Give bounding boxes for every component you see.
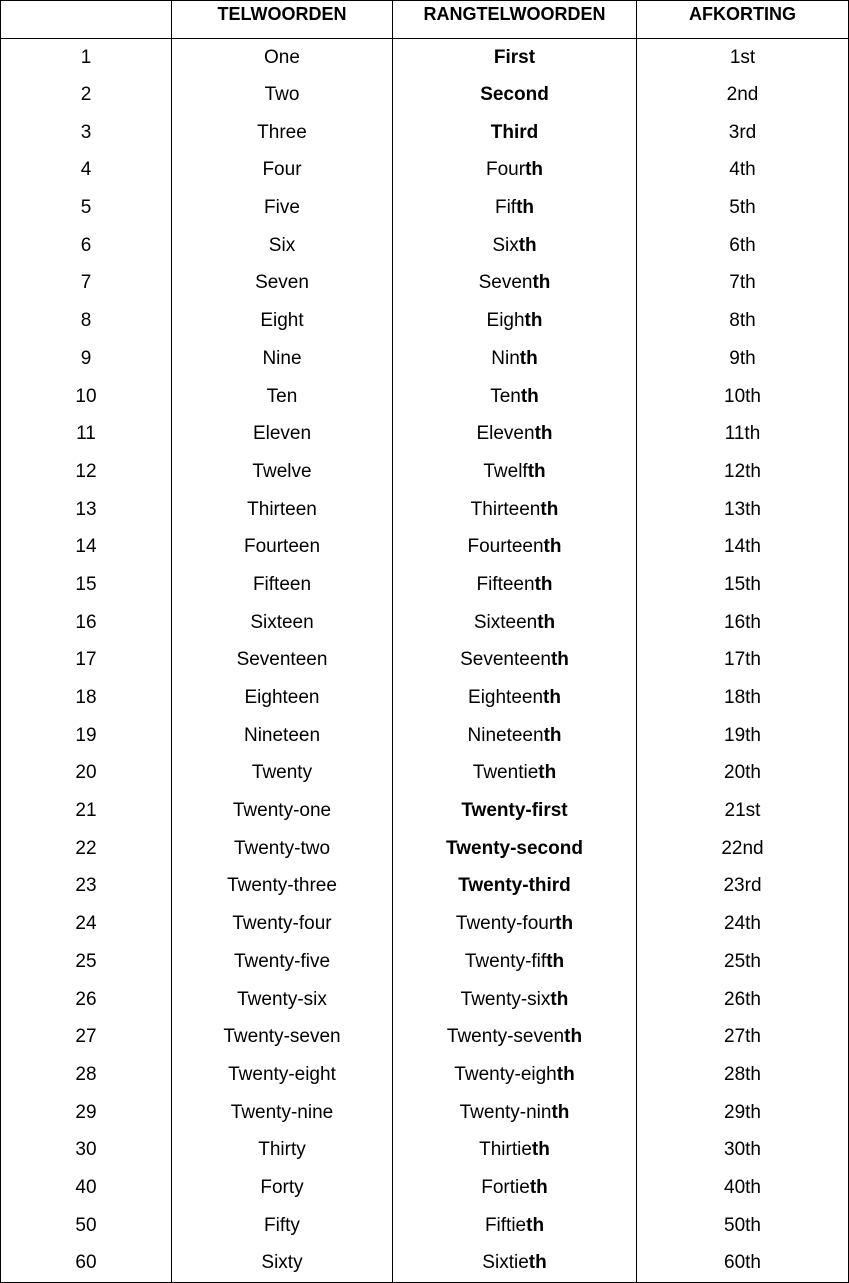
header-number [1,1,172,39]
ordinal-base: Twenty-six [460,988,551,1010]
number-cell: 24 [1,905,172,943]
number-cell: 26 [1,981,172,1019]
ordinal-bold-part: th [520,385,539,407]
abbreviation-cell: 7th [637,265,849,303]
cardinal-cell: Fourteen [172,528,393,566]
cardinal-cell: Ten [172,378,393,416]
cardinal-cell: Nine [172,340,393,378]
cardinal-cell: Twenty-six [172,981,393,1019]
abbreviation-cell: 13th [637,491,849,529]
ordinal-cell [393,528,637,566]
table-row [1,1207,849,1245]
cardinal-cell: Sixteen [172,604,393,642]
ordinal-base: Nineteen [467,724,544,746]
abbreviation-cell: 20th [637,755,849,793]
table-row [1,265,849,303]
abbreviation-cell: 9th [637,340,849,378]
ordinal-cell [393,1094,637,1132]
abbreviation-cell: 5th [637,189,849,227]
ordinal-bold-part: th [543,536,562,558]
number-cell: 4 [1,152,172,190]
ordinal-cell [393,378,637,416]
cardinal-cell: Thirty [172,1131,393,1169]
abbreviation-cell: 18th [637,679,849,717]
table-row [1,1169,849,1207]
number-cell: 12 [1,453,172,491]
cardinal-cell: Three [172,114,393,152]
ordinal-bold-part: Twenty-first [461,800,568,822]
table-row [1,1018,849,1056]
cardinal-cell: Forty [172,1169,393,1207]
ordinal-base: Fifteen [476,573,535,595]
table-row [1,302,849,340]
abbreviation-cell: 19th [637,717,849,755]
number-cell: 16 [1,604,172,642]
table-row [1,566,849,604]
ordinal-bold-part: th [537,611,556,633]
table-row [1,114,849,152]
table-row [1,830,849,868]
ordinal-cell [393,265,637,303]
ordinal-bold-part: th [543,687,561,709]
ordinal-bold-part: First [493,46,536,68]
table-row [1,717,849,755]
ordinal-bold-part: th [529,1176,548,1198]
ordinal-base: Eighteen [468,687,544,709]
ordinal-cell [393,868,637,906]
number-cell: 2 [1,76,172,114]
abbreviation-cell: 6th [637,227,849,265]
ordinal-bold-part: th [551,1101,570,1123]
ordinal-base: Four [485,159,526,181]
number-cell: 6 [1,227,172,265]
cardinal-cell: One [172,39,393,77]
cardinal-cell: Seventeen [172,642,393,680]
abbreviation-cell: 14th [637,528,849,566]
table-row [1,679,849,717]
ordinal-bold-part: th [519,347,538,369]
ordinal-bold-part: th [546,950,565,972]
ordinal-bold-part: th [532,272,551,294]
cardinal-cell: Two [172,76,393,114]
ordinal-base: Nin [491,347,520,369]
ordinal-cell [393,152,637,190]
number-cell: 40 [1,1169,172,1207]
number-cell: 1 [1,39,172,77]
table-row [1,453,849,491]
abbreviation-cell: 40th [637,1169,849,1207]
number-cell: 23 [1,868,172,906]
cardinal-cell: Fifty [172,1207,393,1245]
table-row [1,1094,849,1132]
ordinal-cell [393,491,637,529]
ordinal-bold-part: th [525,159,543,181]
ordinal-base: Seventeen [460,649,551,671]
ordinal-base: Sixtie [482,1252,529,1274]
ordinal-cell [393,76,637,114]
table-row [1,868,849,906]
ordinal-bold-part: Twenty-second [446,837,583,859]
ordinal-cell [393,830,637,868]
table-body [1,39,849,1283]
table-row [1,943,849,981]
abbreviation-cell: 60th [637,1245,849,1283]
ordinal-bold-part: th [540,498,559,520]
number-cell: 25 [1,943,172,981]
abbreviation-cell: 10th [637,378,849,416]
number-cell: 9 [1,340,172,378]
abbreviation-cell: 50th [637,1207,849,1245]
table-row [1,491,849,529]
abbreviation-cell: 17th [637,642,849,680]
abbreviation-cell: 12th [637,453,849,491]
ordinal-base: Ten [490,385,521,407]
ordinal-cell [393,642,637,680]
number-cell: 17 [1,642,172,680]
ordinal-base: Seven [478,272,533,294]
cardinal-cell: Fifteen [172,566,393,604]
number-cell: 22 [1,830,172,868]
number-cell: 60 [1,1245,172,1283]
ordinal-base: Twenty-nin [459,1101,552,1123]
abbreviation-cell: 15th [637,566,849,604]
ordinal-bold-part: th [550,649,569,671]
ordinal-base: Six [492,234,519,256]
abbreviation-cell: 8th [637,302,849,340]
ordinal-bold-part: Twenty-third [458,875,571,897]
ordinal-cell [393,679,637,717]
ordinal-base: Twelf [483,460,528,482]
ordinal-bold-part: th [531,1139,550,1161]
ordinal-cell [393,1056,637,1094]
abbreviation-cell: 11th [637,415,849,453]
ordinal-bold-part: th [516,197,535,219]
table-row [1,76,849,114]
table-row [1,1131,849,1169]
number-cell: 8 [1,302,172,340]
cardinal-cell: Twenty-nine [172,1094,393,1132]
ordinal-cell [393,1207,637,1245]
cardinal-cell: Seven [172,265,393,303]
ordinal-base: Fiftie [484,1214,527,1236]
table-row [1,755,849,793]
ordinal-bold-part: th [534,573,553,595]
ordinal-base: Twentie [472,762,539,784]
ordinal-bold-part: th [550,988,569,1010]
number-cell: 21 [1,792,172,830]
header-row [1,1,849,39]
ordinal-bold-part: th [526,1214,545,1236]
cardinal-cell: Twenty-three [172,868,393,906]
ordinal-bold-part: th [534,423,553,445]
table-row [1,152,849,190]
abbreviation-cell: 28th [637,1056,849,1094]
ordinal-base: Twenty-eigh [454,1063,557,1085]
cardinal-cell: Twenty-two [172,830,393,868]
ordinal-base: Twenty-fif [464,950,547,972]
ordinal-cell [393,1131,637,1169]
table-row [1,981,849,1019]
abbreviation-cell: 29th [637,1094,849,1132]
header-telwoorden: TELWOORDEN [172,1,393,39]
ordinal-bold-part: th [528,1252,547,1274]
abbreviation-cell: 24th [637,905,849,943]
ordinal-bold-part: th [543,724,562,746]
number-cell: 50 [1,1207,172,1245]
ordinal-cell [393,227,637,265]
number-cell: 5 [1,189,172,227]
ordinal-cell [393,189,637,227]
ordinal-base: Twenty-four [455,913,556,935]
abbreviation-cell: 22nd [637,830,849,868]
abbreviation-cell: 26th [637,981,849,1019]
table-row [1,1245,849,1283]
table-row [1,378,849,416]
table-row [1,227,849,265]
ordinal-cell [393,114,637,152]
number-cell: 19 [1,717,172,755]
ordinal-cell [393,415,637,453]
ordinal-cell [393,755,637,793]
cardinal-cell: Eighteen [172,679,393,717]
number-cell: 30 [1,1131,172,1169]
abbreviation-cell: 1st [637,39,849,77]
header-afkorting: AFKORTING [637,1,849,39]
ordinal-base: Thirteen [470,498,541,520]
abbreviation-cell: 21st [637,792,849,830]
cardinal-cell: Twenty-eight [172,1056,393,1094]
cardinal-cell: Five [172,189,393,227]
table-row [1,415,849,453]
ordinal-cell [393,792,637,830]
cardinal-cell: Twenty-four [172,905,393,943]
cardinal-cell: Twenty-one [172,792,393,830]
table-row [1,528,849,566]
ordinal-base: Eleven [476,423,535,445]
table-row [1,604,849,642]
ordinal-cell [393,1018,637,1056]
table-row [1,905,849,943]
cardinal-cell: Nineteen [172,717,393,755]
number-cell: 14 [1,528,172,566]
abbreviation-cell: 27th [637,1018,849,1056]
number-cell: 3 [1,114,172,152]
ordinal-base: Sixteen [473,611,538,633]
ordinal-base: Twenty-seven [446,1026,565,1048]
number-cell: 10 [1,378,172,416]
table-row [1,642,849,680]
cardinal-cell: Four [172,152,393,190]
ordinal-bold-part: th [538,762,557,784]
ordinal-cell [393,943,637,981]
abbreviation-cell: 23rd [637,868,849,906]
cardinal-cell: Six [172,227,393,265]
number-cell: 29 [1,1094,172,1132]
ordinal-base: Fortie [481,1176,530,1198]
abbreviation-cell: 16th [637,604,849,642]
cardinal-cell: Eight [172,302,393,340]
ordinal-bold-part: th [564,1026,583,1048]
ordinal-bold-part: Second [480,84,549,106]
table-row [1,39,849,77]
table-row [1,792,849,830]
ordinal-cell [393,340,637,378]
ordinal-cell [393,981,637,1019]
abbreviation-cell: 25th [637,943,849,981]
ordinal-cell [393,604,637,642]
number-cell: 20 [1,755,172,793]
header-rangtelwoorden: RANGTELWOORDEN [393,1,637,39]
table-row [1,189,849,227]
ordinal-cell [393,1245,637,1283]
abbreviation-cell: 3rd [637,114,849,152]
ordinal-cell [393,1169,637,1207]
ordinal-base: Thirtie [479,1139,532,1161]
abbreviation-cell: 2nd [637,76,849,114]
ordinal-cell [393,302,637,340]
cardinal-cell: Eleven [172,415,393,453]
cardinal-cell: Thirteen [172,491,393,529]
number-cell: 11 [1,415,172,453]
abbreviation-cell: 4th [637,152,849,190]
ordinal-bold-part: th [556,1063,575,1085]
number-cell: 27 [1,1018,172,1056]
number-cell: 13 [1,491,172,529]
table-row [1,340,849,378]
ordinal-cell [393,39,637,77]
ordinal-cell [393,566,637,604]
ordinal-cell [393,717,637,755]
table-row [1,1056,849,1094]
ordinal-base: Fourteen [467,536,544,558]
number-cell: 15 [1,566,172,604]
cardinal-cell: Sixty [172,1245,393,1283]
ordinal-bold-part: th [555,913,574,935]
abbreviation-cell: 30th [637,1131,849,1169]
number-cell: 18 [1,679,172,717]
ordinal-bold-part: Third [490,121,539,143]
ordinal-bold-part: th [518,234,537,256]
cardinal-cell: Twenty [172,755,393,793]
cardinal-cell: Twenty-seven [172,1018,393,1056]
ordinal-base: Eigh [486,310,525,332]
ordinal-base: Fif [494,197,517,219]
ordinal-cell [393,905,637,943]
ordinal-bold-part: th [524,310,543,332]
number-cell: 28 [1,1056,172,1094]
ordinal-bold-part: th [527,460,546,482]
ordinal-cell [393,453,637,491]
number-cell: 7 [1,265,172,303]
cardinal-cell: Twenty-five [172,943,393,981]
cardinal-cell: Twelve [172,453,393,491]
